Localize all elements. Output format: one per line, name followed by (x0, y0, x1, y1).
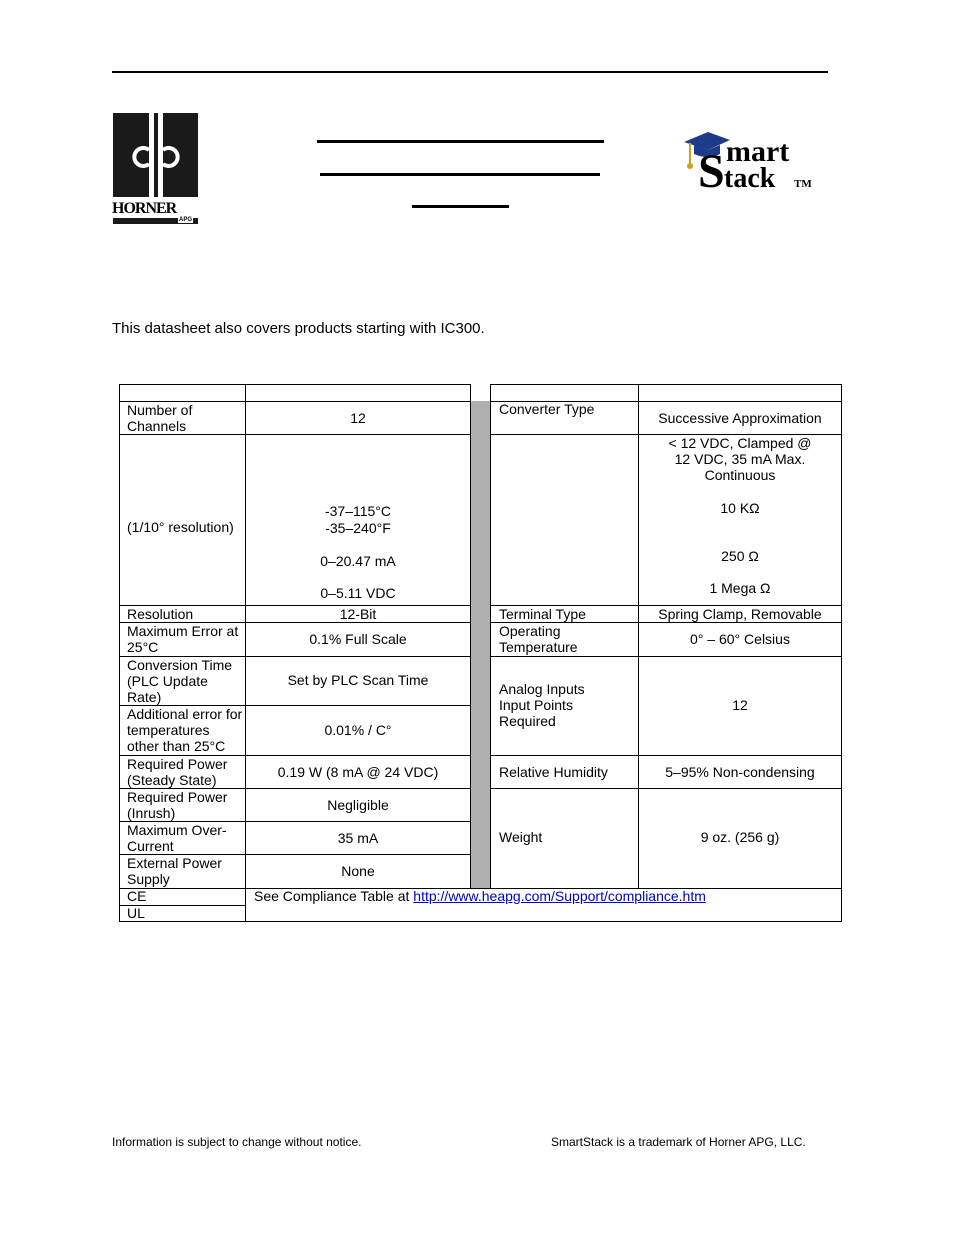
channels-label: Number of Channels (127, 402, 193, 434)
compliance-link[interactable]: http://www.heapg.com/Support/compliance.htm (413, 888, 706, 904)
op-temp-label: Operating Temperature (499, 623, 578, 655)
max-error-value: 0.1% Full Scale (309, 631, 407, 647)
ul-label: UL (127, 905, 145, 921)
compliance-text: See Compliance Table at (254, 888, 414, 904)
analog-inputs-label: Analog Inputs Input Points Required (499, 681, 585, 729)
horner-sub: APG (179, 217, 193, 223)
ext-power-label: External Power Supply (127, 855, 222, 887)
title-line-2 (320, 173, 600, 176)
smartstack-s1: S (698, 145, 725, 198)
humidity-value: 5–95% Non-condensing (665, 764, 815, 780)
op-temp-value: 0° – 60° Celsius (690, 631, 790, 647)
input-impedance-1: 10 KΩ (720, 500, 760, 516)
table-gutter (471, 401, 490, 888)
smartstack-tm: TM (794, 178, 812, 190)
resolution-label: Resolution (127, 606, 194, 622)
conversion-label: Conversion Time (PLC Update Rate) (127, 657, 233, 705)
terminal-label: Terminal Type (499, 606, 586, 622)
additional-error-value: 0.01% / C° (324, 722, 392, 738)
converter-value: Successive Approximation (658, 410, 822, 426)
footer-notice: Information is subject to change without notice. (112, 1135, 362, 1149)
range-milliamp: 0–20.47 mA (320, 553, 396, 569)
horner-logo (112, 112, 200, 227)
range-voltage: 0–5.11 VDC (320, 585, 396, 601)
converter-label: Converter Type (499, 401, 595, 417)
power-inrush-value: Negligible (327, 797, 389, 813)
max-error-label: Maximum Error at 25°C (127, 623, 239, 655)
footer-trademark: SmartStack is a trademark of Horner APG, LLC. (551, 1135, 806, 1149)
channels-value: 12 (350, 410, 366, 426)
top-rule (112, 71, 828, 73)
weight-label: Weight (499, 829, 543, 845)
power-steady-value: 0.19 W (8 mA @ 24 VDC) (277, 764, 439, 780)
resolution-note: (1/10° resolution) (127, 519, 234, 535)
range-celsius: -37–115°C (324, 503, 392, 519)
compliance-row (254, 888, 706, 904)
input-protection-3: Continuous (704, 467, 776, 483)
title-line-1 (317, 140, 604, 143)
terminal-value: Spring Clamp, Removable (658, 606, 822, 622)
power-inrush-label: Required Power (Inrush) (127, 789, 228, 821)
smartstack-word2: tack (724, 163, 776, 194)
ce-label: CE (127, 888, 147, 904)
overcurrent-label: Maximum Over-Current (127, 822, 227, 854)
input-protection-2: 12 VDC, 35 mA Max. (674, 451, 806, 467)
humidity-label: Relative Humidity (499, 764, 608, 780)
weight-value: 9 oz. (256 g) (700, 829, 780, 845)
power-steady-label: Required Power (Steady State) (127, 756, 228, 788)
additional-error-label: Additional error for temperatures other than 25°C (127, 706, 243, 754)
intro-text: This datasheet also covers products starting with IC300. (112, 320, 485, 337)
horner-brand: HORNER (112, 200, 177, 217)
ext-power-value: None (341, 863, 375, 879)
input-impedance-2: 250 Ω (721, 548, 759, 564)
input-impedance-3: 1 Mega Ω (709, 580, 771, 596)
smartstack-word1: mart (726, 135, 790, 168)
analog-inputs-value: 12 (732, 697, 748, 713)
conversion-value: Set by PLC Scan Time (287, 672, 429, 688)
input-protection-1: < 12 VDC, Clamped @ (668, 435, 812, 451)
title-line-3 (412, 205, 509, 208)
overcurrent-value: 35 mA (337, 830, 379, 846)
resolution-value: 12-Bit (339, 606, 377, 622)
range-fahrenheit: -35–240°F (325, 520, 391, 536)
smartstack-logo (680, 126, 820, 196)
